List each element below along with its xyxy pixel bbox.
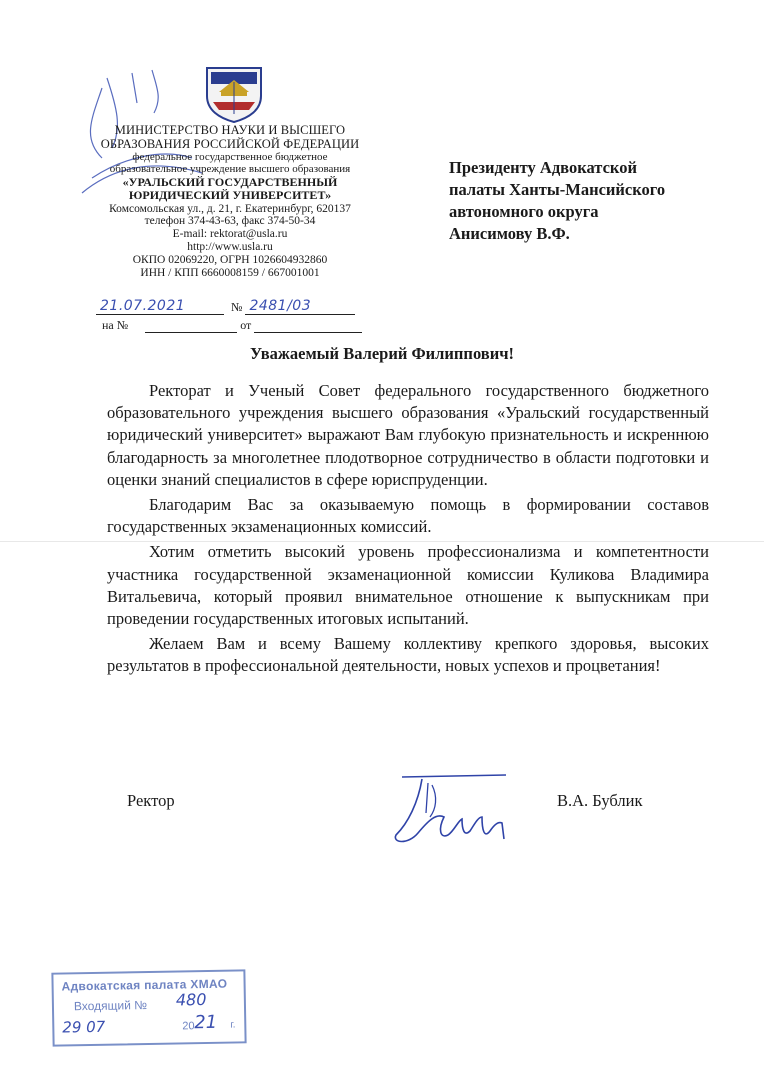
letterhead-ministry-line-2: ОБРАЗОВАНИЯ РОССИЙСКОЙ ФЕДЕРАЦИИ: [100, 137, 360, 151]
incoming-date-field: [254, 320, 362, 333]
outgoing-date: 21.07.2021: [100, 298, 186, 314]
letterhead-ministry-line-1: МИНИСТЕРСТВО НАУКИ И ВЫСШЕГО: [114, 123, 346, 137]
stamp-year-prefix: 20: [182, 1020, 195, 1033]
addressee-block: [449, 157, 709, 245]
outgoing-date-field: [96, 298, 224, 315]
letterhead-phone: телефон 374-43-63, факс 374-50-34: [144, 215, 316, 228]
addressee-line-2: палаты Ханты-Мансийского: [449, 180, 666, 199]
body-paragraph-1: Ректорат и Ученый Совет федерального государственного бюджетного образовательного учреждения высшего образования «Уральский государственный юридический университет» выражают Вам глубокую признательность и искреннюю благодарность за многолетнее плодотворное сотрудничество в области подготовки и оценки знаний специалистов в сфере юриспруденции.: [107, 381, 709, 489]
outgoing-reference-row: [96, 300, 355, 315]
stamp-organization: Адвокатская палата ХМАО: [61, 976, 228, 994]
university-emblem-icon: [199, 62, 269, 124]
addressee-line-3: автономного округа: [449, 202, 599, 221]
outgoing-number-label: №: [231, 300, 243, 314]
outgoing-number-field: [245, 298, 355, 315]
addressee-line-1: Президенту Адвокатской: [449, 158, 637, 177]
body-paragraph-3: Хотим отметить высокий уровень профессионализма и компетентности участника государственной экзаменационной комиссии Куликова Владимира Витальевича, который проявил внимательное отношение к выпускникам при проведении государственных итоговых испытаний.: [107, 542, 709, 629]
university-letterhead: [80, 123, 380, 280]
stamp-year-suffix: 21: [194, 1011, 218, 1034]
incoming-registration-stamp: [51, 969, 246, 1046]
letter-body: [107, 380, 709, 681]
signatory-name: В.А. Бублик: [557, 791, 643, 810]
stamp-incoming-label: Входящий №: [73, 998, 148, 1014]
letterhead-email: E-mail: rektorat@usla.ru: [172, 228, 288, 241]
letterhead-federal-line-2: образовательное учреждение высшего образования: [109, 163, 351, 176]
salutation: Уважаемый Валерий Филиппович!: [249, 344, 515, 363]
body-paragraph-2: Благодарим Вас за оказываемую помощь в формировании составов государственных экзаменационных комиссий.: [107, 495, 709, 537]
incoming-number-label: на №: [102, 318, 129, 332]
letterhead-federal-line-1: федеральное государственное бюджетное: [132, 151, 328, 163]
letterhead-address: Комсомольская ул., д. 21, г. Екатеринбург, 620137: [109, 202, 351, 215]
body-paragraph-4: Желаем Вам и всему Вашему коллективу крепкого здоровья, высоких результатов в профессиональной деятельности, новых успехов и процветания!: [107, 634, 709, 676]
stamp-incoming-number: 480: [175, 989, 207, 1010]
letterhead-okpo: ОКПО 02069220, ОГРН 1026604932860: [132, 254, 328, 266]
letterhead-inn: ИНН / КПП 6660008159 / 667001001: [140, 266, 320, 279]
signatory-title: Ректор: [127, 791, 175, 810]
stamp-date: 29 07: [62, 1017, 106, 1037]
addressee-line-4: Анисимову В.Ф.: [449, 224, 570, 243]
handwritten-signature: [388, 773, 528, 853]
letterhead-university-line-1: «УРАЛЬСКИЙ ГОСУДАРСТВЕННЫЙ: [122, 174, 338, 189]
incoming-number-field: [145, 320, 237, 333]
stamp-year-g: г.: [230, 1019, 236, 1031]
incoming-from-label: от: [240, 318, 252, 332]
letterhead-university-line-2: ЮРИДИЧЕСКИЙ УНИВЕРСИТЕТ»: [128, 188, 332, 203]
incoming-reference-row: [102, 318, 362, 333]
letterhead-website: http://www.usla.ru: [187, 241, 273, 254]
outgoing-number: 2481/03: [249, 298, 312, 314]
